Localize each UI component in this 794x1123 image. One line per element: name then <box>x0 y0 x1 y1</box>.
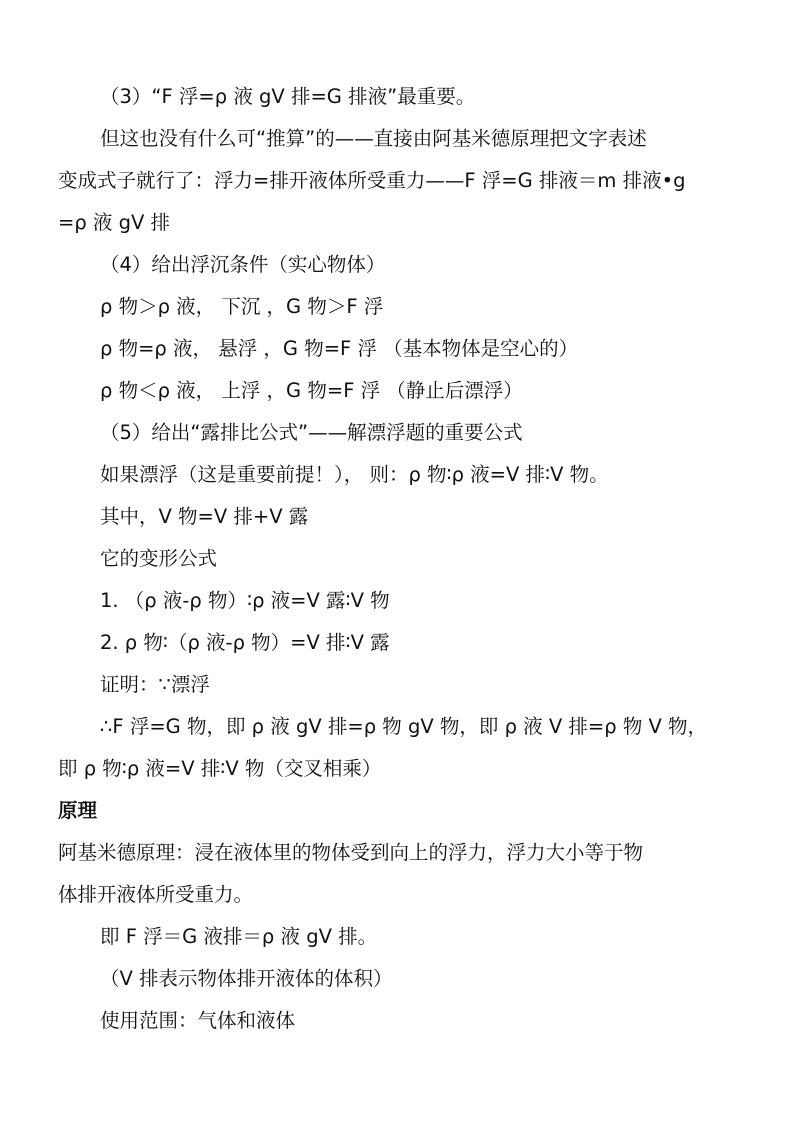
proof-line: ∴F 浮=G 物，即 ρ 液 gV 排=ρ 物 gV 物，即 ρ 液 V 排=ρ 物 V 物， <box>100 715 708 738</box>
point-3-line: （3）“F 浮=ρ 液 gV 排=G 排液”最重要。 <box>100 85 476 108</box>
proof-line: 即 ρ 物∶ρ 液=V 排∶V 物（交叉相乘） <box>58 757 382 780</box>
condition-suspend-line: ρ 物=ρ 液， 悬浮 ，G 物=F 浮 （基本物体是空心的） <box>100 337 579 360</box>
paragraph-line: 它的变形公式 <box>100 547 218 570</box>
condition-float-line: ρ 物＜ρ 液， 上浮 ，G 物=F 浮 （静止后漂浮） <box>100 379 523 402</box>
proof-line: 证明：∵漂浮 <box>100 673 210 696</box>
formula-line: 即 F 浮＝G 液排＝ρ 液 gV 排。 <box>100 925 378 948</box>
note-line: （V 排表示物体排开液体的体积） <box>100 967 393 990</box>
principle-line: 体排开液体所受重力。 <box>58 883 254 906</box>
section-heading: 原理 <box>58 799 98 822</box>
paragraph-line: 其中，V 物=V 排+V 露 <box>100 505 309 528</box>
paragraph-line: 但这也没有什么可“推算”的——直接由阿基米德原理把文字表述 <box>100 127 647 150</box>
formula-list-item: 2. ρ 物∶（ρ 液-ρ 物）=V 排∶V 露 <box>100 631 390 654</box>
scope-line: 使用范围：气体和液体 <box>100 1009 296 1032</box>
paragraph-line: 变成式子就行了：浮力=排开液体所受重力——F 浮=G 排液＝m 排液•g <box>58 169 686 192</box>
paragraph-line: 如果漂浮（这是重要前提！）， 则：ρ 物∶ρ 液=V 排∶V 物。 <box>100 463 609 486</box>
principle-line: 阿基米德原理：浸在液体里的物体受到向上的浮力，浮力大小等于物 <box>58 841 644 864</box>
formula-list-item: 1. （ρ 液-ρ 物）∶ρ 液=V 露∶V 物 <box>100 589 390 612</box>
condition-sink-line: ρ 物＞ρ 液， 下沉 ，G 物＞F 浮 <box>100 295 384 318</box>
point-5-line: （5）给出“露排比公式”——解漂浮题的重要公式 <box>100 421 523 444</box>
point-4-line: （4）给出浮沉条件（实心物体） <box>100 253 386 276</box>
paragraph-line: =ρ 液 gV 排 <box>58 211 171 234</box>
